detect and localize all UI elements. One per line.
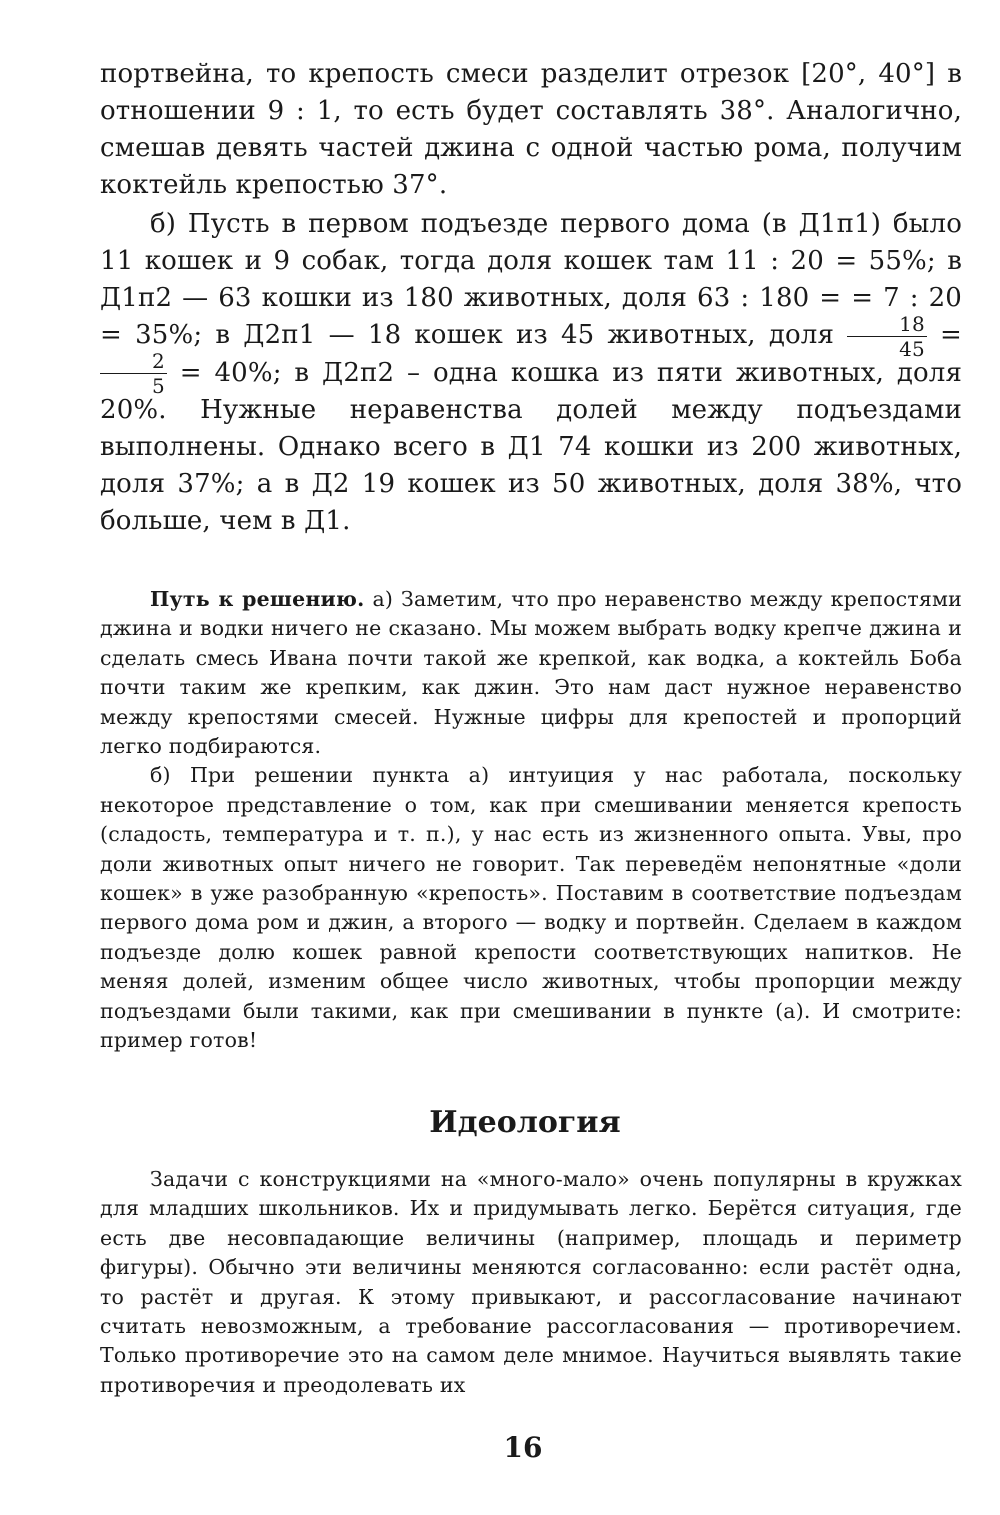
hint-paragraph-a: [100, 585, 962, 761]
page-number: 16: [503, 1431, 543, 1464]
hint-text-a: а) Заметим, что про неравенство между крепостями джина и водки ничего не сказано. Мы можем выбрать водку крепче джина и сделать смесь Ивана почти такой же крепкой, как водка, а коктейль Боба почти таким же крепким, как джин. Это нам даст нужное неравенство между крепостями смесей. Нужные цифры для крепостей и пропорций легко подбираются.: [100, 587, 963, 759]
hint-paragraph-b: б) При решении пункта а) интуиция у нас работала, поскольку некоторое представление о том, как при смешивании меняется крепость (сладость, температура и т. п.), у нас есть из жизненного опыта. Увы, про доли животных опыт ничего не говорит. Так переведём непонятные «доли кошек» в уже разобранную «крепость». Поставим в соответствие подъездам первого дома ром и джин, а второго — водку и портвейн. Сделаем в каждом подъезде долю кошек равной крепости соответствующих напитков. Не меняя долей, изменим общее число животных, чтобы пропорции между подъездами были такими, как при смешивании в пункте (а). И смотрите: пример готов!: [100, 763, 962, 1053]
cats-text-part1: б) Пусть в первом подъезде первого дома (в Д1п1) было 11 кошек и 9 собак, тогда доля кошек там 11 : 20 = 55%; в Д1п2 — 63 кошки из 180 животных, доля 63 : 180 = = 7 : 20 = 35%; в Д2п1 — 18 кошек из 45 животных, доля: [100, 209, 962, 350]
fraction-denominator: 45: [899, 336, 925, 361]
cats-text-part2: = 40%; в Д2п2 – одна кошка из пяти животных, доля 20%. Нужные неравенства долей между подъездами выполнены. Однако всего в Д1 74 кошки из 200 животных, доля 37%; а в Д2 19 кошек из 50 животных, доля 38%, что больше, чем в Д1.: [100, 357, 962, 536]
hint-label: Путь к решению.: [150, 587, 365, 611]
fraction-numerator: 2: [100, 349, 167, 374]
paragraph-mix-rum: портвейна, то крепость смеси разделит отрезок [20°, 40°] в отношении 9 : 1, то есть будет составлять 38°. Аналогично, смешав девять частей джина с одной частью рома, получим коктейль крепостью 37°.: [100, 59, 962, 200]
equals-sign: =: [940, 320, 962, 350]
fraction-2-5: [100, 349, 167, 398]
paragraph-cats: [100, 206, 962, 540]
solution-text: [100, 56, 962, 540]
section-body: [100, 1165, 962, 1400]
ideology-paragraph: Задачи с конструкциями на «много-мало» очень популярны в кружках для младших школьников. Их и придумывать легко. Берётся ситуация, где есть две несовпадающие величины (например, площадь и периметр фигуры). Обычно эти величины меняются согласованно: если растёт одна, то растёт и другая. К этому привыкают, и рассогласование начинают считать невозможным, а требование рассогласования — противоречием. Только противоречие это на самом деле мнимое. Научиться выявлять такие противоречия и преодолевать их: [100, 1167, 962, 1397]
section-title: Идеология: [429, 1105, 621, 1140]
fraction-18-45: [847, 312, 927, 361]
hint-section: [100, 585, 962, 1056]
fraction-denominator: 5: [152, 374, 165, 398]
fraction-numerator: 18: [847, 312, 927, 337]
